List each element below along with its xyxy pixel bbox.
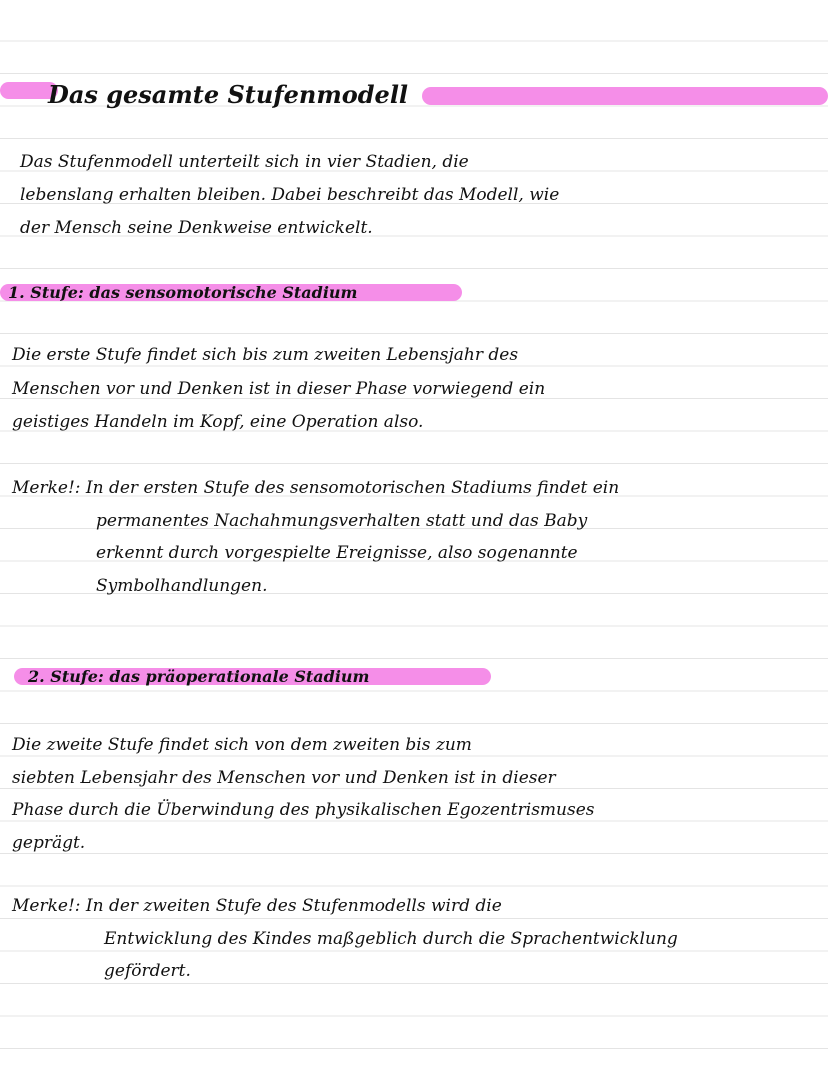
section2-body-line: Die zweite Stufe findet sich von dem zweiten bis zum <box>12 735 472 755</box>
title-highlight-right <box>422 87 828 105</box>
section2-note-line: Merke!: In der zweiten Stufe des Stufenmodells wird die <box>12 896 502 916</box>
section2-note-line: Entwicklung des Kindes maßgeblich durch die Sprachentwicklung <box>104 929 678 949</box>
intro-line: der Mensch seine Denkweise entwickelt. <box>20 218 373 238</box>
section1-note-line: Merke!: In der ersten Stufe des sensomotorischen Stadiums findet ein <box>12 478 620 498</box>
section2-body-line: geprägt. <box>12 833 86 853</box>
section1-note-line: erkennt durch vorgespielte Ereignisse, also sogenannte <box>96 543 578 563</box>
section1-note-line: Symbolhandlungen. <box>96 576 268 596</box>
section2-body-line: Phase durch die Überwindung des physikalischen Egozentrismuses <box>12 800 595 820</box>
section1-body-line: Die erste Stufe findet sich bis zum zweiten Lebensjahr des <box>12 345 519 365</box>
intro-line: Das Stufenmodell unterteilt sich in vier Stadien, die <box>20 152 469 172</box>
section2-note-line: gefördert. <box>104 961 191 981</box>
intro-line: lebenslang erhalten bleiben. Dabei beschreibt das Modell, wie <box>20 185 560 205</box>
page-title: Das gesamte Stufenmodell <box>48 80 409 109</box>
section2-heading: 2. Stufe: das präoperationale Stadium <box>28 667 370 686</box>
section1-body-line: Menschen vor und Denken ist in dieser Phase vorwiegend ein <box>12 379 546 399</box>
section2-body-line: siebten Lebensjahr des Menschen vor und Denken ist in dieser <box>12 768 556 788</box>
section1-body-line: geistiges Handeln im Kopf, eine Operation also. <box>12 412 424 432</box>
section1-heading: 1. Stufe: das sensomotorische Stadium <box>8 283 358 302</box>
section1-note-line: permanentes Nachahmungsverhalten statt und das Baby <box>96 511 588 531</box>
